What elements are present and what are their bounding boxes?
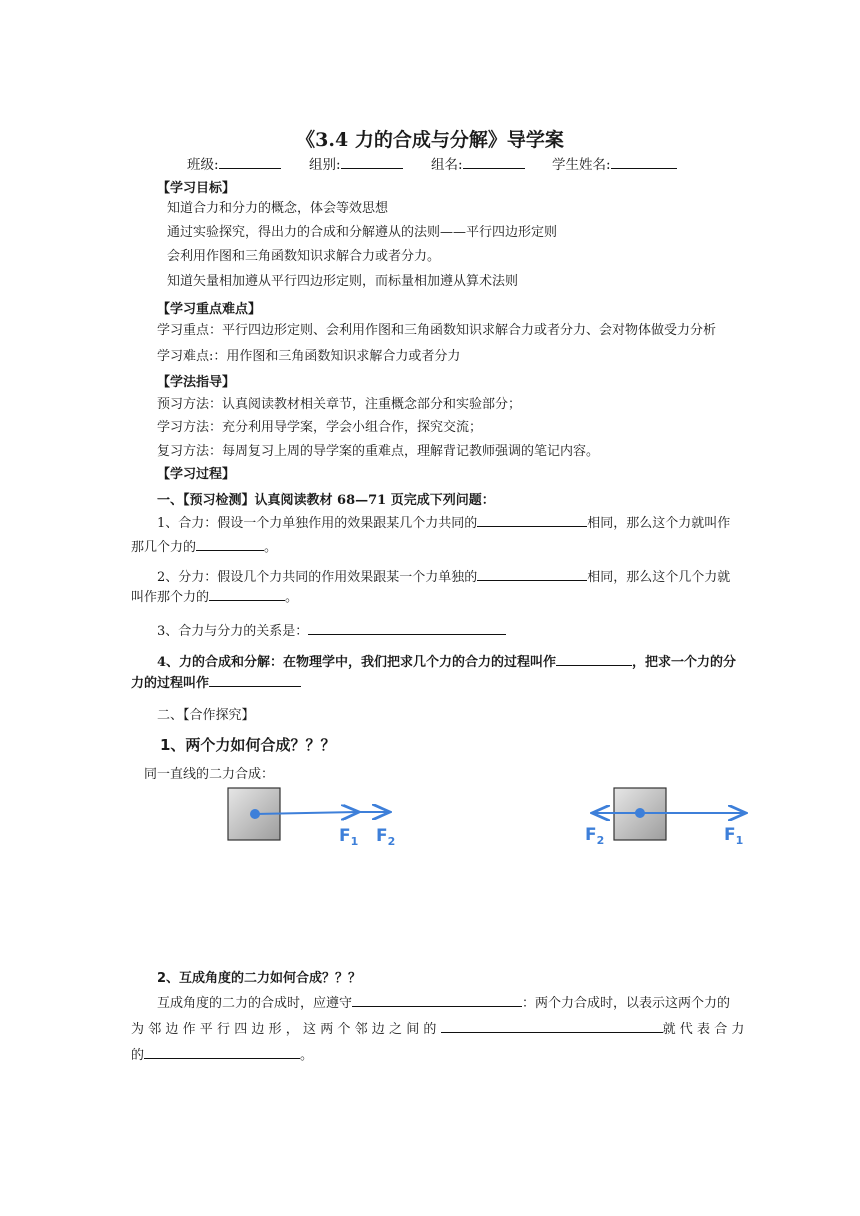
question-2-line1	[157, 566, 730, 585]
q1-text-c: 那几个力的	[131, 540, 197, 555]
focus-text: 学习重点：平行四边形定则、会利用作图和三角函数知识求解合力或者分力、会对物体做受力分析	[157, 323, 717, 338]
part1-title: 一、【预习检测】认真阅读教材 68—71 页完成下列问题：	[157, 493, 495, 508]
left-f1-label: $F_1$	[339, 826, 359, 848]
heading-angled-forces: 2、互成角度的二力如何合成？？？	[157, 971, 362, 986]
group-blank[interactable]	[341, 155, 403, 169]
q4-text-b: ，把求一个力的分	[632, 655, 737, 670]
q2-text-d: 。	[285, 590, 299, 605]
question-3	[157, 620, 506, 639]
goal-item: 会利用作图和三角函数知识求解合力或者分力。	[167, 249, 441, 264]
left-f2-label: $F_2$	[376, 826, 396, 848]
angled-para-line2	[131, 1018, 749, 1037]
angled-para-line1	[157, 992, 730, 1011]
heading-two-forces: 1、两个力如何合成？？？	[160, 736, 336, 754]
para-blank-3[interactable]	[144, 1045, 300, 1059]
method-item: 学习方法：充分利用导学案，学会小组合作，探究交流；	[157, 420, 483, 435]
q2-blank-2[interactable]	[209, 587, 285, 601]
goal-item: 通过实验探究，得出力的合成和分解遵从的法则——平行四边形定则	[167, 225, 558, 240]
group-name-blank[interactable]	[463, 155, 525, 169]
class-field	[187, 153, 281, 173]
q1-blank-1[interactable]	[477, 513, 587, 527]
para-text-e: 的	[131, 1048, 145, 1063]
q1-text-b: 相同，那么这个力就叫作	[587, 516, 731, 531]
student-label: 学生姓名:	[552, 157, 611, 173]
opposite-direction-diagram	[585, 788, 744, 847]
q4-blank-2[interactable]	[209, 673, 301, 687]
part2-title: 二、【合作探究】	[157, 708, 255, 723]
question-4-line2	[131, 672, 301, 691]
q3-blank[interactable]	[308, 621, 506, 635]
class-blank[interactable]	[219, 155, 281, 169]
q1-text-a: 1、合力：假设一个力单独作用的效果跟某几个力共同的	[157, 516, 478, 531]
q4-text-a: 4、力的合成和分解：在物理学中，我们把求几个力的合力的过程叫作	[157, 655, 557, 670]
para-text-b: ：两个力合成时，以表示这两个力的	[522, 996, 731, 1011]
question-2-line2	[131, 586, 298, 605]
document-title: 《3.4 力的合成与分解》导学案	[296, 129, 564, 151]
question-1-line2	[131, 536, 277, 555]
q2-text-b: 相同，那么这个几个力就	[587, 570, 731, 585]
process-heading: 【学习过程】	[157, 467, 236, 482]
q4-blank-1[interactable]	[556, 652, 632, 666]
para-text-c: 为邻边作平行四边形，这两个邻边之间的	[131, 1022, 441, 1037]
question-1-line1	[157, 512, 730, 531]
group-label: 组别:	[309, 157, 341, 173]
q2-blank-1[interactable]	[477, 567, 587, 581]
para-text-a: 互成角度的二力的合成时，应遵守	[157, 996, 353, 1011]
group-name-label: 组名:	[431, 157, 463, 173]
question-4-line1	[157, 651, 736, 670]
method-item: 预习方法：认真阅读教材相关章节，注重概念部分和实验部分；	[157, 397, 522, 412]
difficulty-text: 学习难点:：用作图和三角函数知识求解合力或者分力	[157, 349, 461, 364]
goal-item: 知道矢量相加遵从平行四边形定则，而标量相加遵从算术法则	[167, 274, 519, 289]
group-field	[309, 153, 403, 173]
right-f1-label: $F_1$	[724, 825, 744, 847]
method-item: 复习方法：每周复习上周的导学案的重难点，理解背记教师强调的笔记内容。	[157, 444, 600, 459]
para-blank-1[interactable]	[352, 993, 522, 1007]
keypoints-heading: 【学习重点难点】	[157, 302, 262, 317]
right-f2-label: $F_2$	[585, 825, 605, 847]
para-text-f: 。	[300, 1048, 314, 1063]
goals-heading: 【学习目标】	[157, 181, 236, 196]
para-text-d: 就代表合力	[662, 1022, 749, 1037]
force-diagrams	[0, 780, 860, 860]
goal-item: 知道合力和分力的概念，体会等效思想	[167, 201, 389, 216]
method-heading: 【学法指导】	[157, 375, 236, 390]
group-name-field	[431, 153, 525, 173]
student-name-blank[interactable]	[611, 155, 677, 169]
class-label: 班级:	[187, 157, 219, 173]
q3-text: 3、合力与分力的关系是：	[157, 624, 309, 639]
q4-text-c: 力的过程叫作	[131, 676, 210, 691]
angled-para-line3	[131, 1044, 313, 1063]
same-line-label: 同一直线的二力合成：	[144, 767, 275, 782]
para-blank-2[interactable]	[441, 1019, 663, 1033]
q2-text-c: 叫作那个力的	[131, 590, 210, 605]
q1-blank-2[interactable]	[196, 537, 264, 551]
student-name-field	[552, 153, 677, 173]
q2-text-a: 2、分力：假设几个力共同的作用效果跟某一个力单独的	[157, 570, 478, 585]
q1-text-d: 。	[264, 540, 278, 555]
same-direction-diagram	[228, 788, 395, 848]
